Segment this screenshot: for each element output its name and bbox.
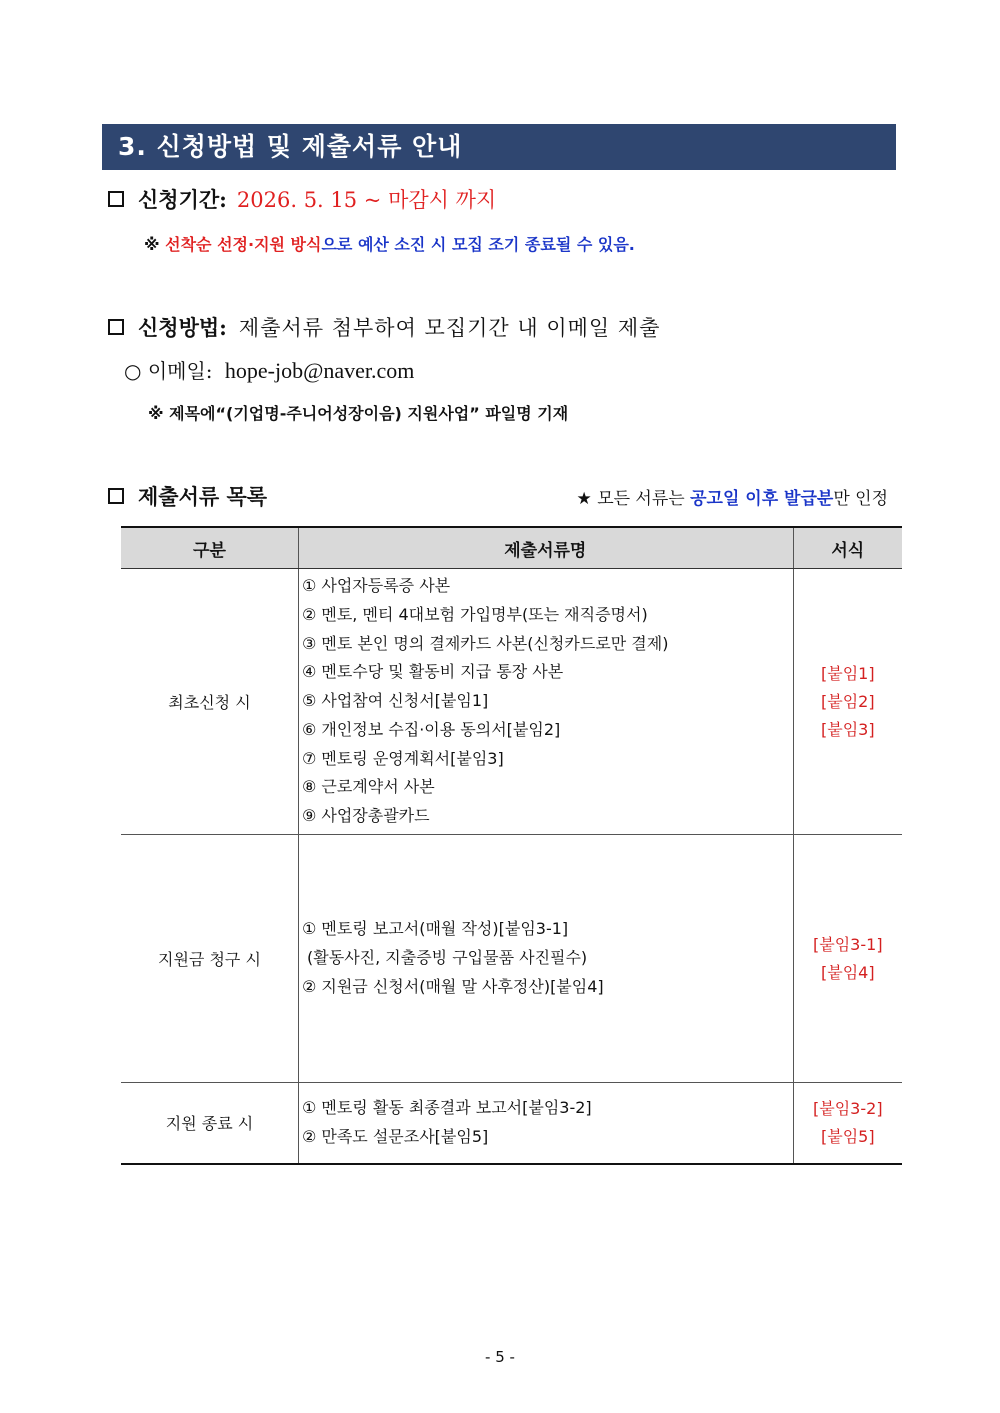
documents-table bbox=[121, 526, 902, 1165]
document-item: ⑥ 개인정보 수집·이용 동의서[붙임2] bbox=[301, 719, 561, 739]
checkbox-square-icon bbox=[108, 488, 124, 504]
form-ref: [붙임1] bbox=[821, 663, 875, 683]
form-ref: [붙임3-2] bbox=[813, 1098, 883, 1118]
form-ref: [붙임4] bbox=[821, 962, 875, 982]
document-item: ⑦ 멘토링 운영계획서[붙임3] bbox=[301, 748, 504, 768]
cert-highlight: 공고일 이후 발급분 bbox=[690, 489, 834, 509]
document-item: ⑤ 사업참여 신청서[붙임1] bbox=[301, 691, 489, 711]
checkbox-square-icon bbox=[108, 191, 124, 207]
period-line bbox=[108, 184, 496, 214]
row-category: 지원 종료 시 bbox=[121, 1083, 298, 1164]
checkbox-square-icon bbox=[108, 319, 124, 335]
documents-line bbox=[108, 481, 267, 511]
cert-pre: 모든 서류는 bbox=[597, 489, 685, 509]
document-item: (활동사진, 지출증빙 구입물품 사진필수) bbox=[301, 948, 588, 968]
header-document-name: 제출서류명 bbox=[298, 527, 793, 569]
row-items bbox=[298, 835, 793, 1083]
document-item: ⑧ 근로계약서 사본 bbox=[301, 777, 435, 797]
page-number: - 5 - bbox=[485, 1348, 515, 1366]
documents-label: 제출서류 목록 bbox=[138, 485, 268, 509]
period-note bbox=[144, 232, 635, 255]
header-form: 서식 bbox=[793, 527, 902, 569]
document-item: ① 멘토링 활동 최종결과 보고서[붙임3-2] bbox=[301, 1098, 592, 1118]
row-category: 지원금 청구 시 bbox=[121, 835, 298, 1083]
row-forms bbox=[793, 1083, 902, 1164]
method-label: 신청방법: bbox=[138, 315, 227, 340]
table-header-row bbox=[121, 527, 902, 569]
method-value: 제출서류 첨부하여 모집기간 내 이메일 제출 bbox=[238, 316, 661, 340]
email-address[interactable]: hope-job@naver.com bbox=[224, 358, 415, 383]
table-row bbox=[121, 569, 902, 835]
section-title: 3. 신청방법 및 제출서류 안내 bbox=[102, 124, 896, 170]
document-item: ② 지원금 신청서(매월 말 사후정산)[붙임4] bbox=[301, 976, 604, 996]
note-mark: ※ bbox=[144, 235, 160, 254]
filename-note: ※ 제목에“(기업명-주니어성장이음) 지원사업” 파일명 기재 bbox=[148, 404, 569, 423]
period-label: 신청기간: bbox=[138, 187, 227, 212]
period-note-red: 선착순 선정·지원 방식 bbox=[165, 235, 322, 254]
row-forms bbox=[793, 835, 902, 1083]
period-note-rest: 으로 예산 소진 시 모집 조기 종료될 수 있음. bbox=[321, 235, 635, 254]
form-ref: [붙임2] bbox=[821, 691, 875, 711]
cert-post: 만 인정 bbox=[833, 489, 888, 509]
document-item: ① 멘토링 보고서(매월 작성)[붙임3-1] bbox=[301, 919, 569, 939]
document-item: ① 사업자등록증 사본 bbox=[301, 576, 451, 596]
certificate-note bbox=[577, 484, 888, 509]
form-ref: [붙임3-1] bbox=[813, 934, 883, 954]
form-ref: [붙임3] bbox=[821, 719, 875, 739]
document-item: ② 멘토, 멘티 4대보험 가입명부(또는 재직증명서) bbox=[301, 605, 648, 625]
period-value: 2026. 5. 15 ~ 마감시 까지 bbox=[236, 188, 497, 212]
document-item: ⑨ 사업장총괄카드 bbox=[301, 805, 430, 825]
row-items bbox=[298, 569, 793, 835]
circle-bullet-icon: ○ bbox=[124, 359, 142, 383]
form-ref: [붙임5] bbox=[821, 1126, 875, 1146]
email-line bbox=[124, 355, 414, 384]
document-item: ③ 멘토 본인 명의 결제카드 사본(신청카드로만 결제) bbox=[301, 633, 669, 653]
document-item: ② 만족도 설문조사[붙임5] bbox=[301, 1126, 489, 1146]
row-forms bbox=[793, 569, 902, 835]
email-label: 이메일: bbox=[147, 359, 213, 383]
row-category: 최초신청 시 bbox=[121, 569, 298, 835]
row-items bbox=[298, 1083, 793, 1164]
header-category: 구분 bbox=[121, 527, 298, 569]
table-row bbox=[121, 835, 902, 1083]
document-item: ④ 멘토수당 및 활동비 지급 통장 사본 bbox=[301, 662, 564, 682]
method-line bbox=[108, 312, 660, 342]
table-row bbox=[121, 1083, 902, 1164]
star-icon: ★ bbox=[576, 489, 592, 509]
